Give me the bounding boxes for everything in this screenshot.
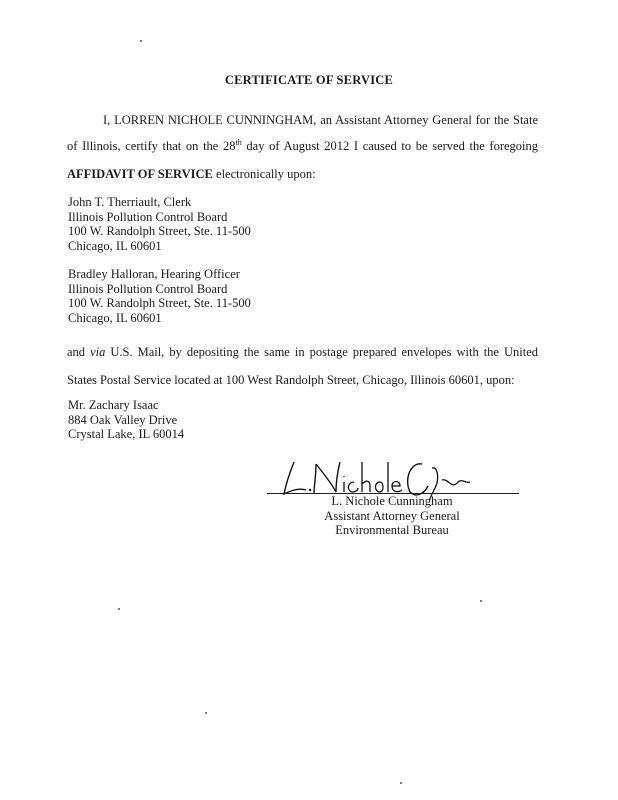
address-line: Mr. Zachary Isaac <box>68 398 159 412</box>
address-line: Chicago, IL 60601 <box>68 238 162 253</box>
address-line: Chicago, IL 60601 <box>68 310 162 325</box>
paragraph-postal: States Postal Service located at 100 West Randolph Street, Chicago, Illinois 60601, upon: <box>67 373 515 387</box>
address-line: 884 Oak Valley Drive <box>68 412 178 427</box>
address-line: Crystal Lake, IL 60014 <box>68 427 185 441</box>
signer-title: Assistant Attorney General <box>324 508 460 523</box>
paragraph-mail <box>67 345 538 360</box>
paragraph-mail-text-b: U.S. Mail, by depositing the same in postage prepared envelopes with the United <box>105 345 538 359</box>
signer-block <box>292 494 492 538</box>
document-title: CERTIFICATE OF SERVICE <box>224 73 394 87</box>
paragraph-certify-text-b: day of August 2012 I caused to be served the foregoing <box>241 139 538 154</box>
paragraph-certify <box>67 138 538 154</box>
scan-speck <box>205 712 207 714</box>
date-superscript: th <box>235 138 242 147</box>
signer-bureau: Environmental Bureau <box>335 523 449 537</box>
recipient-isaac-address <box>68 398 184 442</box>
address-line: Bradley Halloran, Hearing Officer <box>68 267 240 281</box>
paragraph-served <box>67 167 316 182</box>
paragraph-certify-text-a: of Illinois, certify that on the 28 <box>67 139 236 154</box>
address-line: Illinois Pollution Control Board <box>68 209 228 224</box>
address-line: 100 W. Randolph Street, Ste. 11-500 <box>68 224 251 238</box>
paragraph-intro: I, LORREN NICHOLE CUNNINGHAM, an Assistant Attorney General for the State <box>103 113 538 127</box>
address-line: John T. Therriault, Clerk <box>68 195 192 209</box>
recipient-clerk-address <box>68 195 251 253</box>
address-line: 100 W. Randolph Street, Ste. 11-500 <box>68 296 251 310</box>
scan-speck <box>480 600 482 602</box>
scan-speck <box>400 782 402 784</box>
recipient-hearing-officer-address <box>68 267 251 325</box>
affidavit-title: AFFIDAVIT OF SERVICE <box>67 167 213 181</box>
scan-speck <box>118 608 120 610</box>
address-line: Illinois Pollution Control Board <box>68 281 228 296</box>
paragraph-mail-text-a: and <box>67 345 91 359</box>
paragraph-served-text: electronically upon: <box>212 167 316 181</box>
via-italic: via <box>90 345 106 359</box>
signer-name: L. Nichole Cunningham <box>331 494 453 508</box>
scan-speck <box>140 40 142 42</box>
